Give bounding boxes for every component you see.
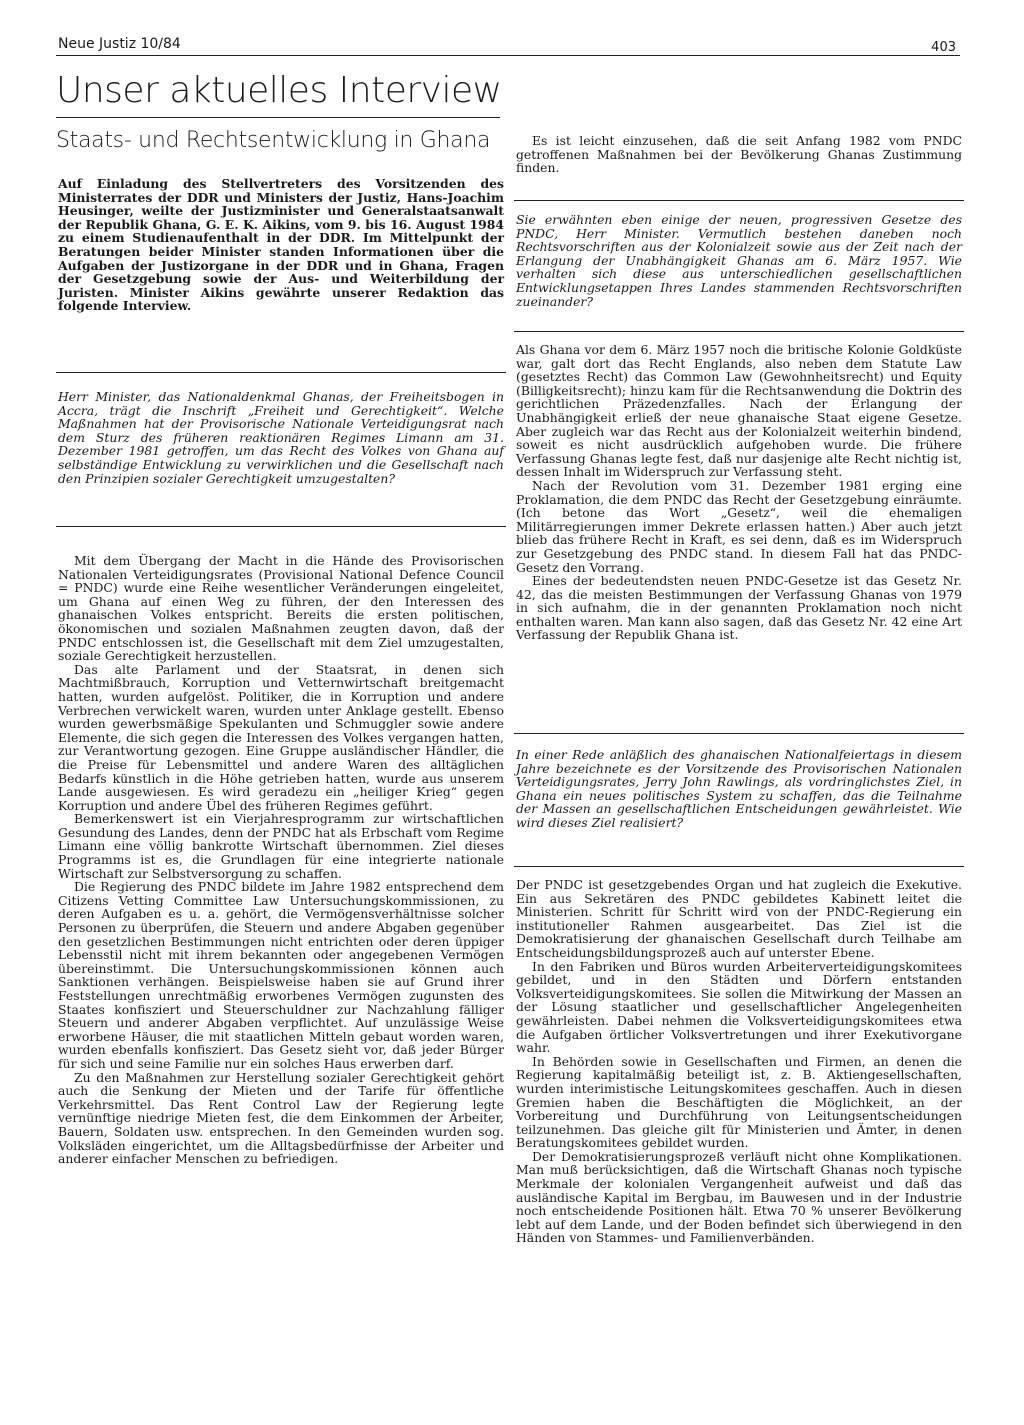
answer-3-paragraph: Der PNDC ist gesetzgebendes Organ und hat zugleich die Exekutive. Ein aus Sekretären des PNDC gebildetes Kabinett leitet die Ministerien. Schritt für Schritt wird von der PNDC-Regierung ein institutioneller Rahmen ausgearbeitet. Das Ziel ist die Demokratisierung der ghanaischen Gesellschaft durch Teilhabe am Entscheidungsbildungsprozeß auch auf unterster Ebene. <box>516 877 962 960</box>
intro-text: Auf Einladung des Stellvertreters des Vorsitzenden des Ministerrates der DDR und Ministers der Justiz, Hans-Joachim Heusinger, weilte der Justizminister und Generalstaatsanwalt der Republik Ghana, G. E. K. Aikins, vom 9. bis 16. August 1984 zu einem Studienaufenthalt in der DDR. Im Mittelpunkt der Beratungen beider Minister standen Informationen über die Aufgaben der Justizorgane in der DDR und in Ghana, Fragen der Gesetzgebung sowie der Aus- und Weiterbildung der Juristen. Minister Aikins gewährte unserer Redaktion das folgende Interview. <box>58 176 504 314</box>
right-intro <box>516 134 962 175</box>
answer-1-paragraph: Mit dem Übergang der Macht in die Hände des Provisorischen Nationalen Verteidigungsrates (Provisional National Defence Council = PNDC) wurde eine Reihe wesentlicher Veränderungen eingeleitet, um Ghana auf einen Weg zu führen, der den Interessen des ghanaischen Volkes entspricht. Bereits die ersten politischen, ökonomischen und sozialen Maßnahmen zeugten davon, daß der PNDC entschlossen ist, die Gesellschaft mit dem Ziel umzugestalten, soziale Gerechtigkeit herzustellen. <box>58 553 504 664</box>
question-3-text: In einer Rede anläßlich des ghanaischen Nationalfeiertags in diesem Jahre bezeichnete es der Vorsitzende des Provisorischen Nationalen Verteidigungsrates, Jerry John Rawlings, als vordringlichstes Ziel, in Ghana ein neues politisches System zu schaffen, das die Teilnahme der Massen an gesellschaftlichen Entscheidungen gewährleistet. Wie wird dieses Ziel realisiert? <box>516 747 962 830</box>
question-2-text: Sie erwähnten eben einige der neuen, progressiven Gesetze des PNDC, Herr Minister. Vermutlich bestehen daneben noch Rechtsvorschriften aus der Kolonialzeit sowie aus der Zeit nach der Erlangung der Unabhängigkeit Ghanas am 6. März 1957. Wie verhalten sich diese aus unterschiedlichen gesellschaftlichen Entwicklungsetappen Ihres Landes stammenden Rechtsvorschriften zueinander? <box>516 212 962 309</box>
answer-3-paragraph: Der Demokratisierungsprozeß verläuft nicht ohne Komplikationen. Man muß berücksichtigen, daß die Wirtschaft Ghanas noch typische Merkmale der kolonialen Vergangenheit aufweist und daß das ausländische Kapital im Bergbau, im Bauwesen und in der Industrie noch entscheidende Positionen hält. Etwa 70 % unserer Bevölkerung lebt auf dem Lande, und der Boden befindet sich überwiegend in den Händen von Stammes- und Familienverbänden. <box>516 1148 962 1246</box>
answer-1-paragraph: Das alte Parlament und der Staatsrat, in denen sich Machtmißbrauch, Korruption und Vetternwirtschaft breitgemacht hatten, wurden aufgelöst. Politiker, die in Korruption und andere Verbrechen verwickelt waren, wurden unter Anklage gestellt. Ebenso wurden gewerbsmäßige Spekulanten und Schmuggler sowie andere Elemente, die sich gegen die Interessen des Volkes vergangen hatten, zur Verantwortung gezogen. Eine Gruppe ausländischer Händler, die die Preise für Lebensmittel und andere Waren des alltäglichen Bedarfs künstlich in die Höhe getrieben hatten, wurde aus unserem Lande ausgewiesen. Es wird geradezu ein „heiliger Krieg“ gegen Korruption und andere Übel des früheren Regimes geführt. <box>58 661 504 813</box>
answer-2-paragraph: Als Ghana vor dem 6. März 1957 noch die britische Kolonie Goldküste war, galt dort das Recht Englands, also neben dem Statute Law (gesetztes Recht) das Common Law (Gewohnheitsrecht) und Equity (Billigkeitsrecht); hinzu kam für die Rechtsanwendung die Doktrin des gerichtlichen Präzedenzfalles. Nach der Erlangung der Unabhängigkeit erließ der neue ghanaische Staat eigene Gesetze. Aber zugleich war das Recht aus der Kolonialzeit weiterhin bindend, soweit es nicht ausdrücklich aufgehoben wurde. Die frühere Verfassung Ghanas legte fest, daß nur dasjenige alte Recht nichtig ist, dessen Inhalt im Widerspruch zur Verfassung steht. <box>516 342 962 480</box>
question-1 <box>58 390 504 485</box>
journal-title: Neue Justiz 10/84 <box>58 36 181 52</box>
right-intro-text: Es ist leicht einzusehen, daß die seit Anfang 1982 vom PNDC getroffenen Maßnahmen bei der Bevölkerung Ghanas Zustimmung finden. <box>516 133 962 176</box>
answer-1 <box>58 554 504 1166</box>
question1-bottom-rule <box>56 526 506 527</box>
section-headline: Unser aktuelles Interview <box>56 70 502 111</box>
header-rule <box>56 55 960 56</box>
answer-1-paragraph: Zu den Maßnahmen zur Herstellung sozialer Gerechtigkeit gehört auch die Senkung der Mieten und der Tarife für öffentliche Verkehrsmittel. Das Rent Control Law der Regierung legte vernünftige niedrige Mieten fest, die dem Einkommen der Arbeiter, Bauern, Soldaten usw. entsprechen. In den Gemeinden wurden sog. Volksläden eingerichtet, um die Alltagsbedürfnisse der Arbeiter und anderer einfacher Menschen zu befriedigen. <box>58 1069 504 1167</box>
question2-top-rule <box>514 200 964 201</box>
intro-paragraph <box>58 177 504 313</box>
answer-1-paragraph: Bemerkenswert ist ein Vierjahresprogramm zur wirtschaftlichen Gesundung des Landes, denn der PNDC hat als Erbschaft vom Regime Limann eine völlig bankrotte Wirtschaft übernommen. Ziel dieses Programms ist es, die Grundlagen für eine integrierte nationale Wirtschaft zur Selbstversorgung zu schaffen. <box>58 811 504 881</box>
answer-3-paragraph: In den Fabriken und Büros wurden Arbeiterverteidigungskomitees gebildet, und in den Städten und Dörfern entstanden Volksverteidigungskomitees. Sie sollen die Mitwirkung der Massen an der Lösung staatlicher und gesellschaftlicher Angelegenheiten gewährleisten. Dabei nehmen die Volksverteidigungskomitees etwa die Aufgaben örtlicher Volksvertretungen und ihrer Exekutivorgane wahr. <box>516 958 962 1056</box>
question1-top-rule <box>56 372 506 373</box>
question-3 <box>516 748 962 830</box>
question3-top-rule <box>514 733 964 734</box>
answer-2-paragraph: Eines der bedeutendsten neuen PNDC-Gesetze ist das Gesetz Nr. 42, das die meisten Bestimmungen der Verfassung Ghanas von 1979 in sich aufnahm, die in der genannten Proklamation noch nicht enthalten waren. Man kann also sagen, daß das Gesetz Nr. 42 eine Art Verfassung der Republik Ghana ist. <box>516 573 962 643</box>
answer-3 <box>516 878 962 1245</box>
answer-2 <box>516 343 962 642</box>
headline-rule <box>56 117 500 118</box>
answer-2-paragraph: Nach der Revolution vom 31. Dezember 1981 erging eine Proklamation, die dem PNDC das Recht der Gesetzgebung einräumte. (Ich betone das Wort „Gesetz“, weil die ehemaligen Militärregierungen immer Dekrete erlassen hatten.) Aber auch jetzt blieb das frühere Recht in Kraft, es sei denn, daß es im Widerspruch zur Gesetzgebung des PNDC stand. In diesem Fall hat das PNDC-Gesetz den Vorrang. <box>516 477 962 575</box>
answer-1-paragraph: Die Regierung des PNDC bildete im Jahre 1982 entsprechend dem Citizens Vetting Committee Law Untersuchungskommissionen, zu deren Aufgaben es u. a. gehört, die Vermögensverhältnisse solcher Personen zu überprüfen, die Steuern und andere Abgaben gegenüber den gesetzlichen Bestimmungen nicht entrichten oder deren üppiger Lebensstil nicht mit ihrem bekannten oder angegebenen Vermögen übereinstimmt. Die Untersuchungskommissionen können auch Sanktionen verhängen. Beispielsweise haben sie auf Grund ihrer Feststellungen unrechtmäßig erworbenes Vermögen zugunsten des Staates konfisziert und Steuerschuldner zur Nachzahlung fälliger Steuern und anderer Abgaben verpflichtet. Auf unzulässige Weise erworbene Häuser, die mit staatlichen Mitteln gebaut worden waren, wurden ebenfalls konfisziert. Das Gesetz sieht vor, daß jeder Bürger für sich und seine Familie nur ein solches Haus erwerben darf. <box>58 879 504 1071</box>
answer-3-paragraph: In Behörden sowie in Gesellschaften und Firmen, an denen die Regierung kapitalmäßig beteiligt ist, z. B. Aktiengesellschaften, wurden interimistische Leitungskomitees geschaffen. Auch in diesen Gremien haben die Beschäftigten die Möglichkeit, an der Vorbereitung und Durchführung von Leitungsentscheidungen teilzunehmen. Das gleiche gilt für Ministerien und Ämter, in denen Beratungskomitees gebildet wurden. <box>516 1053 962 1151</box>
question-1-text: Herr Minister, das Nationaldenkmal Ghanas, der Freiheitsbogen in Accra, trägt die Inschrift „Freiheit und Gerechtigkeit“. Welche Maßnahmen hat der Provisorische Nationale Verteidigungsrat nach dem Sturz des früheren reaktionären Regimes Limann am 31. Dezember 1981 getroffen, um das Recht des Volkes von Ghana auf selbständige Entwicklung zu verwirklichen und die Gesellschaft nach den Prinzipien sozialer Gerechtigkeit umzugestalten? <box>58 389 504 486</box>
page-number: 403 <box>931 40 956 55</box>
article-subtitle: Staats- und Rechtsentwicklung in Ghana <box>56 128 491 153</box>
question3-bottom-rule <box>514 866 964 867</box>
question-2 <box>516 213 962 308</box>
question2-bottom-rule <box>514 331 964 332</box>
